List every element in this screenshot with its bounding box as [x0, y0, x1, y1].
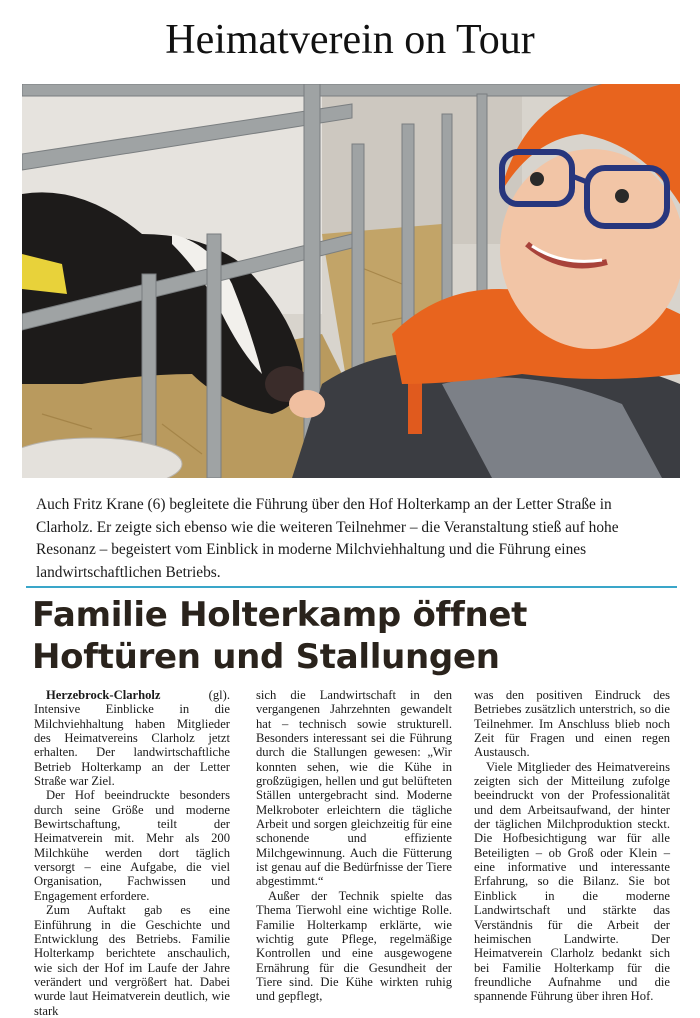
paragraph: Der Hof beeindruckte besonders durch seine Größe und moderne Bewirtschaftung, teilt der Heimatverein mit. Mehr als 200 Milchkühe werden dort täglich versorgt – eine Aufgabe, die viel Organisation, Fachwissen und Engagement erfordere.	[34, 788, 230, 903]
paragraph: Viele Mitglieder des Heimatvereins zeigten sich der Mitteilung zufolge beeindruckt von der Professionalität und dem Arbeitsaufwand, der hinter der täglichen Milchproduktion steckt. Die Hofbesichtigung war für alle Beteiligten – ob Groß oder Klein – eine informative und interessante Erfahrung, so die Bilanz. Sie bot Einblick in die moderne Landwirtschaft und stärkte das Verständnis für die Arbeit der heimischen Landwirte. Der Heimatverein Clarholz bedankt sich bei Familie Holterkamp für die freundliche Aufnahme und die spannende Führung über ihren Hof.	[474, 759, 670, 1004]
paragraph-text: (gl). Intensive Einblicke in die Milchviehhaltung haben Mitglieder des Heimatvereins Clarholz jetzt erhalten. Der landwirtschaftliche Betrieb Holterkamp an der Letter Straße war Ziel.	[34, 688, 230, 789]
headline-line-2: Hoftüren und Stallungen	[32, 637, 500, 677]
article-column-3	[474, 688, 670, 1004]
paragraph	[34, 688, 230, 788]
divider	[26, 586, 677, 588]
paragraph: Außer der Technik spielte das Thema Tierwohl eine wichtige Rolle. Familie Holterkamp erklärte, wie wichtig gute Pflege, regelmäßige Kontrollen und eine ausgewogene Ernährung für die Gesundheit der Tiere sind. Die Kühe wirkten ruhig und gepflegt,	[256, 888, 452, 1004]
paragraph: Zum Auftakt gab es eine Einführung in die Geschichte und Entwicklung des Betriebs. Familie Holterkamp berichtete anschaulich, wie sich der Hof im Laufe der Jahre verändert und vergrößert hat. Dabei wurde laut Heimatverein deutlich, wie stark	[34, 903, 230, 1018]
article-photo	[22, 84, 680, 478]
paragraph: sich die Landwirtschaft in den vergangenen Jahrzehnten gewandelt hat – technisch sowie strukturell. Besonders interessant sei die Führung durch die Stallungen gewesen: „Wir konnten sehen, wie die Kühe in großzügigen, hellen und gut belüfteten Ställen untergebracht sind. Moderne Melkroboter erleichtern die tägliche Arbeit und sorgen gleichzeitig für eine schonende und effiziente Milchgewinnung. Auch die Fütterung ist genau auf die Bedürfnisse der Tiere abgestimmt.“	[256, 688, 452, 889]
article-column-2	[256, 688, 452, 1004]
headline-line-1: Familie Holterkamp öffnet	[32, 595, 528, 635]
article-column-1	[34, 688, 230, 1018]
article-headline	[32, 594, 682, 678]
dateline: Herzebrock-Clarholz	[46, 688, 161, 702]
paragraph: was den positiven Eindruck des Betriebes zusätzlich unterstrich, so die Teilnehmer. Im Anschluss blieb noch Zeit für Fragen und einen regen Austausch.	[474, 688, 670, 760]
photo-caption: Auch Fritz Krane (6) begleitete die Führung über den Hof Holterkamp an der Letter Straße in Clarholz. Er zeigte sich ebenso wie die weiteren Teilnehmer – die Veranstaltung stieß auf hohe Resonanz – begeistert vom Einblick in moderne Milchviehhaltung und die Führung eines landwirtschaftlichen Betriebs.	[36, 496, 619, 581]
section-kicker: Heimatverein on Tour	[165, 17, 535, 63]
